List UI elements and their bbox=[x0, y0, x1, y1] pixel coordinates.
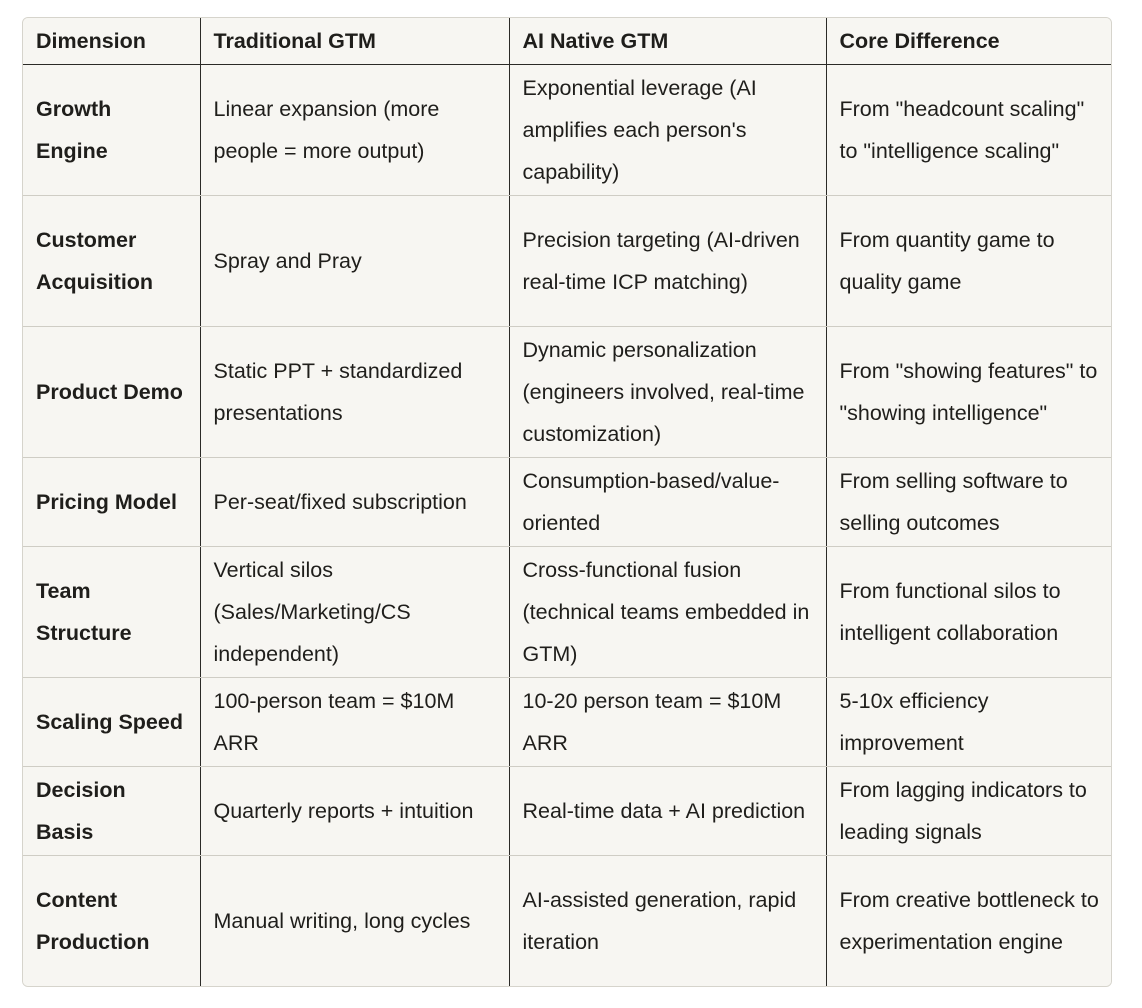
cell-ai-native: Cross-functional fusion (technical teams embedded in GTM) bbox=[509, 547, 826, 678]
table-row bbox=[23, 856, 1111, 986]
cell-traditional: Linear expansion (more people = more output) bbox=[200, 65, 509, 196]
table-row bbox=[23, 65, 1111, 196]
comparison-table bbox=[23, 18, 1111, 986]
cell-traditional: Quarterly reports + intuition bbox=[200, 767, 509, 856]
header-ai-native-gtm: AI Native GTM bbox=[509, 18, 826, 65]
cell-ai-native: Precision targeting (AI-driven real-time ICP matching) bbox=[509, 196, 826, 327]
cell-traditional: Per-seat/fixed subscription bbox=[200, 458, 509, 547]
cell-ai-native: Exponential leverage (AI amplifies each person's capability) bbox=[509, 65, 826, 196]
cell-traditional: Manual writing, long cycles bbox=[200, 856, 509, 986]
cell-difference: From selling software to selling outcomes bbox=[826, 458, 1111, 547]
header-dimension: Dimension bbox=[23, 18, 200, 65]
table-row bbox=[23, 327, 1111, 458]
table-row bbox=[23, 196, 1111, 327]
table-row bbox=[23, 458, 1111, 547]
cell-ai-native: 10-20 person team = $10M ARR bbox=[509, 678, 826, 767]
cell-difference: From "headcount scaling" to "intelligence scaling" bbox=[826, 65, 1111, 196]
cell-ai-native: Real-time data + AI prediction bbox=[509, 767, 826, 856]
cell-dimension: Team Structure bbox=[23, 547, 200, 678]
cell-traditional: Vertical silos (Sales/Marketing/CS independent) bbox=[200, 547, 509, 678]
table-row bbox=[23, 767, 1111, 856]
cell-traditional: Static PPT + standardized presentations bbox=[200, 327, 509, 458]
cell-dimension: Scaling Speed bbox=[23, 678, 200, 767]
cell-ai-native: Consumption-based/value-oriented bbox=[509, 458, 826, 547]
table-body bbox=[23, 65, 1111, 986]
cell-difference: From quantity game to quality game bbox=[826, 196, 1111, 327]
cell-traditional: 100-person team = $10M ARR bbox=[200, 678, 509, 767]
cell-dimension: Growth Engine bbox=[23, 65, 200, 196]
cell-ai-native: AI-assisted generation, rapid iteration bbox=[509, 856, 826, 986]
cell-ai-native: Dynamic personalization (engineers involved, real-time customization) bbox=[509, 327, 826, 458]
cell-traditional: Spray and Pray bbox=[200, 196, 509, 327]
cell-difference: From lagging indicators to leading signals bbox=[826, 767, 1111, 856]
comparison-table-container bbox=[22, 17, 1112, 987]
table-row bbox=[23, 547, 1111, 678]
table-row bbox=[23, 678, 1111, 767]
cell-difference: 5-10x efficiency improvement bbox=[826, 678, 1111, 767]
cell-dimension: Decision Basis bbox=[23, 767, 200, 856]
cell-dimension: Content Production bbox=[23, 856, 200, 986]
cell-dimension: Customer Acquisition bbox=[23, 196, 200, 327]
cell-dimension: Pricing Model bbox=[23, 458, 200, 547]
table-header bbox=[23, 18, 1111, 65]
header-traditional-gtm: Traditional GTM bbox=[200, 18, 509, 65]
cell-difference: From "showing features" to "showing intelligence" bbox=[826, 327, 1111, 458]
cell-dimension: Product Demo bbox=[23, 327, 200, 458]
header-core-difference: Core Difference bbox=[826, 18, 1111, 65]
header-row bbox=[23, 18, 1111, 65]
cell-difference: From functional silos to intelligent collaboration bbox=[826, 547, 1111, 678]
cell-difference: From creative bottleneck to experimentation engine bbox=[826, 856, 1111, 986]
